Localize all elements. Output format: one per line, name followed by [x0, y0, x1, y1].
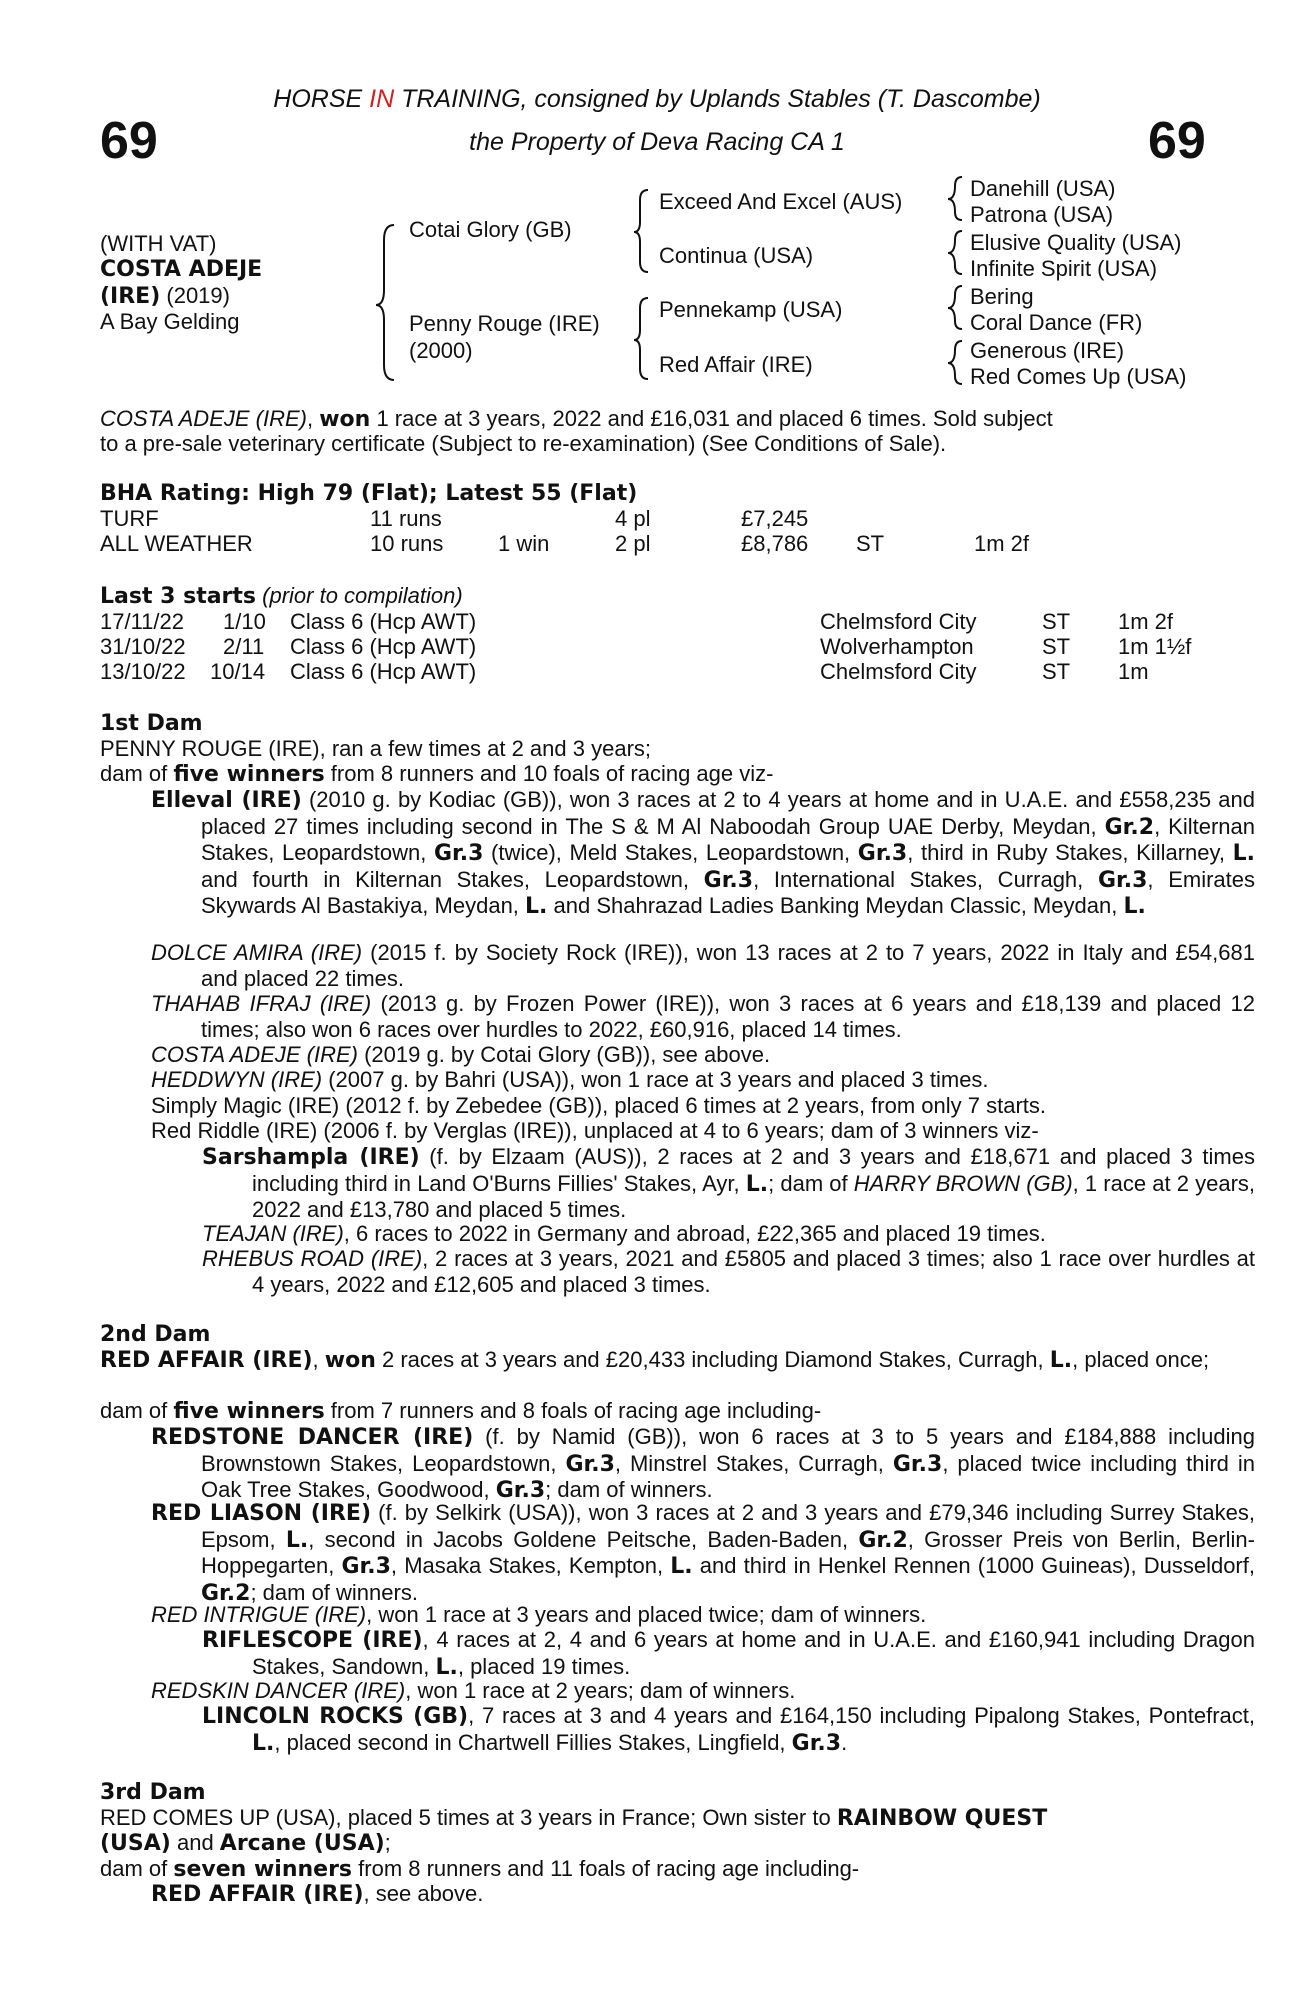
- grade: L.: [1123, 894, 1146, 919]
- rating-going: ST: [856, 531, 885, 556]
- dam1-text: dam of: [100, 761, 174, 786]
- rating-wins: 1 win: [498, 531, 550, 556]
- entry-text: (2010 g. by Kodiac (GB)), won 3 races at 2 to 4 years at home and in U.A.E. and £558,235 and placed 27 times including second in The S & M Al Naboodah Group UAE Derby, Meydan,: [201, 787, 1255, 839]
- grade: L.: [525, 894, 548, 919]
- entry-text: , 6 races to 2022 in Germany and abroad, £22,365 and placed 19 times.: [343, 1221, 1046, 1246]
- start-going: ST: [1042, 609, 1071, 634]
- start-course: Chelmsford City: [820, 659, 977, 684]
- vat-label: (WITH VAT): [100, 231, 217, 256]
- pedigree-dam-year: (2000): [409, 338, 473, 363]
- entry-heddwyn: [151, 1067, 989, 1093]
- dam2-line2: [100, 1398, 821, 1425]
- entry-elleval: [151, 787, 1255, 920]
- entry-name: LINCOLN ROCKS (GB): [202, 1704, 469, 1729]
- entry-text: dam of: [100, 1856, 174, 1881]
- entry-text: ;: [384, 1830, 391, 1855]
- dam3-line3: [100, 1856, 859, 1883]
- entry-text: , third in Ruby Stakes, Killarney,: [907, 840, 1233, 865]
- rating-prize: £7,245: [741, 506, 809, 531]
- rating-dist: 1m 2f: [974, 531, 1030, 556]
- entry-text: and third in Henkel Rennen (1000 Guineas), Dusseldorf,: [692, 1553, 1255, 1578]
- entry-name: Sarshampla (IRE): [202, 1145, 420, 1170]
- pedigree-sss: Danehill (USA): [970, 176, 1116, 201]
- grade: Gr.3: [703, 867, 754, 893]
- lot-number-left: 69: [100, 112, 158, 170]
- consignment-text-2: TRAINING, consigned by Uplands Stables (T. Dascombe): [394, 85, 1041, 113]
- entry-red-intrigue: [151, 1602, 926, 1628]
- entry-name: HEDDWYN (IRE): [151, 1067, 323, 1092]
- pedigree-dam: Penny Rouge (IRE): [409, 311, 600, 336]
- entry-name-2: Arcane (USA): [219, 1831, 385, 1856]
- consignment-text: HORSE: [273, 85, 370, 113]
- summary-line1: COSTA ADEJE (IRE), won 1 race at 3 years, 2022 and £16,031 and placed 6 times. Sold subject: [100, 406, 1053, 432]
- start-date: 17/11/22: [100, 609, 185, 634]
- consignment-in: IN: [369, 85, 395, 113]
- grade: L.: [435, 1654, 458, 1680]
- pedigree-dam-sire: Pennekamp (USA): [659, 297, 843, 322]
- entry-text: , Masaka Stakes, Kempton,: [390, 1553, 671, 1578]
- horse-origin: (IRE): [100, 284, 161, 309]
- dam3-heading: 3rd Dam: [100, 1780, 206, 1805]
- entry-text: , see above.: [363, 1881, 484, 1906]
- entry-red-riddle: Red Riddle (IRE) (2006 f. by Verglas (IRE)), unplaced at 4 to 6 years; dam of 3 winners viz-: [151, 1118, 1039, 1143]
- dam1-five-winners: five winners: [173, 762, 325, 787]
- entry-text: , placed 19 times.: [457, 1653, 631, 1679]
- grade: L.: [745, 1171, 769, 1197]
- entry-text: , placed once;: [1072, 1347, 1210, 1372]
- entry-thahab-ifraj: [151, 991, 1255, 1042]
- entry-name: RAINBOW QUEST: [836, 1806, 1048, 1831]
- entry-redstone-dancer: [151, 1424, 1255, 1504]
- entry-name: RHEBUS ROAD (IRE): [202, 1246, 423, 1271]
- rating-prize: £8,786: [741, 531, 809, 556]
- entry-lincoln-rocks: [202, 1703, 1255, 1756]
- start-date: 31/10/22: [100, 634, 186, 659]
- entry-text: , placed twice including third in Oak Tree Stakes, Goodwood,: [201, 1450, 1256, 1502]
- start-course: Chelmsford City: [820, 609, 977, 634]
- rating-placed: 4 pl: [615, 506, 651, 531]
- summary-text: 1 race at 3 years, 2022 and £16,031 and placed 6 times. Sold subject: [370, 406, 1053, 431]
- entry-text: , placed second in Chartwell Fillies Stakes, Lingfield,: [274, 1729, 792, 1755]
- start-class: Class 6 (Hcp AWT): [290, 659, 477, 684]
- pedigree-dam-dam: Red Affair (IRE): [659, 352, 813, 377]
- entry-red-liason: [151, 1500, 1255, 1606]
- pedigree-dds: Generous (IRE): [970, 338, 1125, 363]
- dam3-line4: [151, 1881, 483, 1908]
- entry-name: REDSTONE DANCER (IRE): [151, 1425, 474, 1450]
- entry-text: .: [841, 1729, 848, 1755]
- entry-text: (2013 g. by Frozen Power (IRE)), won 3 races at 6 years and £18,139 and placed 12 times; also won 6 races over hurdles to 2022, £60,916, placed 14 times.: [201, 991, 1255, 1042]
- entry-text: from 8 runners and 11 foals of racing age including-: [352, 1856, 860, 1881]
- grade: L.: [1049, 1348, 1073, 1373]
- entry-name: REDSKIN DANCER (IRE): [151, 1678, 406, 1703]
- pedigree-ssd: Patrona (USA): [970, 202, 1114, 227]
- bha-rating-title: BHA Rating: High 79 (Flat); Latest 55 (Flat): [100, 481, 638, 506]
- pedigree-dsd: Coral Dance (FR): [970, 310, 1143, 335]
- last3-title: [100, 583, 463, 610]
- last3-heading: Last 3 starts: [100, 584, 257, 609]
- rating-surface: ALL WEATHER: [100, 531, 253, 556]
- dam2-line1: [100, 1347, 1256, 1374]
- entry-text: , 4 races at 2, 4 and 6 years at home and in U.A.E. and £160,941 including Dragon Stakes, Sandown,: [252, 1627, 1255, 1679]
- entry-text: , Grosser Preis von Berlin, Berlin-Hoppegarten,: [201, 1526, 1255, 1578]
- start-class: Class 6 (Hcp AWT): [290, 609, 477, 634]
- rating-placed: 2 pl: [615, 531, 651, 556]
- entry-name: COSTA ADEJE (IRE): [151, 1042, 358, 1067]
- entry-won: won: [324, 1348, 376, 1373]
- entry-redskin-dancer: [151, 1678, 795, 1704]
- grade: Gr.2: [1104, 814, 1155, 840]
- lot-number-right: 69: [1148, 112, 1206, 170]
- entry-name: (USA): [100, 1831, 171, 1856]
- entry-text: , 2 races at 3 years, 2021 and £5805 and placed 3 times; also 1 race over hurdles at 4 years, 2022 and £12,605 and placed 3 times.: [252, 1246, 1255, 1297]
- entry-name: DOLCE AMIRA (IRE): [151, 940, 363, 965]
- entry-text: , Minstrel Stakes, Curragh,: [614, 1450, 893, 1476]
- grade: L.: [670, 1554, 693, 1579]
- entry-text: (2007 g. by Bahri (USA)), won 1 race at 3 years and placed 3 times.: [322, 1067, 989, 1092]
- summary-won: won: [319, 407, 371, 432]
- dam1-line2: [100, 761, 773, 788]
- dam3-line1: [100, 1805, 1205, 1832]
- entry-text: ; dam of winners.: [250, 1579, 418, 1605]
- dam1-text-2: from 8 runners and 10 foals of racing age viz-: [324, 761, 774, 786]
- start-distance: 1m: [1118, 659, 1149, 684]
- start-going: ST: [1042, 659, 1071, 684]
- pedigree-dss: Bering: [970, 284, 1034, 309]
- entry-text: (f. by Selkirk (USA)), won 3 races at 2 and 3 years and £79,346 including Surrey Stakes, Epsom,: [201, 1500, 1255, 1552]
- dam3-seven-winners: seven winners: [173, 1857, 353, 1882]
- entry-text: ; dam of: [768, 1170, 854, 1196]
- entry-sarshampla: [202, 1144, 1255, 1223]
- entry-text: dam of: [100, 1398, 174, 1423]
- grade: Gr.3: [341, 1554, 391, 1579]
- start-distance: 1m 2f: [1118, 609, 1174, 634]
- grade: Gr.3: [565, 1451, 615, 1477]
- pedigree-sire: Cotai Glory (GB): [409, 217, 572, 242]
- last3-note: (prior to compilation): [256, 583, 463, 608]
- grade: Gr.3: [1097, 867, 1148, 893]
- entry-name: RED LIASON (IRE): [151, 1501, 372, 1526]
- pedigree-sire-sire: Exceed And Excel (AUS): [659, 189, 903, 214]
- entry-text: (f. by Elzaam (AUS)), 2 races at 2 and 3 years and £18,671 and placed 3 times including third in Land O'Burns Fillies' Stakes, Ayr,: [252, 1144, 1255, 1196]
- dam2-five-winners: five winners: [173, 1399, 325, 1424]
- grade: L.: [1232, 841, 1255, 866]
- entry-name: THAHAB IFRAJ (IRE): [151, 991, 372, 1016]
- grade: Gr.3: [433, 841, 484, 866]
- entry-text: ,: [312, 1347, 325, 1372]
- start-distance: 1m 1½f: [1118, 634, 1192, 659]
- entry-text: and: [170, 1830, 220, 1855]
- rating-surface: TURF: [100, 506, 159, 531]
- pedigree-sds: Elusive Quality (USA): [970, 230, 1182, 255]
- entry-text: , 7 races at 3 and 4 years and £164,150 including Pipalong Stakes, Pontefract,: [468, 1703, 1255, 1728]
- start-class: Class 6 (Hcp AWT): [290, 634, 477, 659]
- summary-horse: COSTA ADEJE (IRE): [100, 406, 307, 431]
- start-course: Wolverhampton: [820, 634, 974, 659]
- entry-text: and fourth in Kilternan Stakes, Leopardstown,: [201, 866, 704, 892]
- entry-name: RIFLESCOPE (IRE): [202, 1628, 423, 1653]
- entry-teajan: [202, 1221, 1046, 1247]
- entry-text: ; dam of winners.: [545, 1477, 713, 1502]
- grade: L.: [252, 1730, 275, 1756]
- grade: L.: [285, 1527, 309, 1553]
- start-position: 2/11: [223, 634, 265, 659]
- entry-text: (twice), Meld Stakes, Leopardstown,: [483, 840, 858, 865]
- entry-text: , 1 race at 2 years, 2022 and £13,780 and placed 5 times.: [252, 1170, 1256, 1222]
- entry-text: and Shahrazad Ladies Banking Meydan Classic, Meydan,: [547, 893, 1124, 918]
- rating-runs: 11 runs: [370, 506, 442, 531]
- entry-name: TEAJAN (IRE): [202, 1221, 344, 1246]
- entry-text: (2015 f. by Society Rock (IRE)), won 13 races at 2 to 7 years, 2022 in Italy and £54,681 and placed 22 times.: [201, 940, 1255, 991]
- grade: Gr.3: [857, 841, 908, 866]
- entry-text: , International Stakes, Curragh,: [753, 866, 1098, 892]
- entry-text: (2019 g. by Cotai Glory (GB)), see above.: [357, 1042, 771, 1067]
- entry-text: (f. by Namid (GB)), won 6 races at 3 to 5 years and £184,888 including Brownstown Stakes, Leopardstown,: [201, 1424, 1255, 1476]
- start-going: ST: [1042, 634, 1071, 659]
- entry-text: RED COMES UP (USA), placed 5 times at 3 years in France; Own sister to: [100, 1805, 837, 1830]
- grade: Gr.2: [858, 1527, 908, 1553]
- entry-costa-adeje: [151, 1042, 770, 1068]
- entry-text: from 7 runners and 8 foals of racing age including-: [324, 1398, 822, 1423]
- start-position: 1/10: [223, 609, 266, 634]
- entry-rhebus-road: [202, 1246, 1255, 1297]
- grade: Gr.3: [892, 1451, 943, 1477]
- entry-text: , won 1 race at 3 years and placed twice; dam of winners.: [366, 1602, 927, 1627]
- summary-line2: to a pre-sale veterinary certificate (Subject to re-examination) (See Conditions of Sale).: [100, 431, 947, 456]
- pedigree-sire-dam: Continua (USA): [659, 243, 814, 268]
- entry-text: , Kilternan Stakes, Leopardstown,: [201, 813, 1255, 865]
- entry-name: Elleval (IRE): [151, 788, 302, 813]
- entry-dolce-amira: [151, 940, 1255, 991]
- grade: Gr.2: [201, 1580, 251, 1606]
- entry-simply-magic: Simply Magic (IRE) (2012 f. by Zebedee (GB)), placed 6 times at 2 years, from only 7 starts.: [151, 1093, 1046, 1118]
- start-position: 10/14: [210, 659, 266, 684]
- entry-name: RED AFFAIR (IRE): [100, 1348, 313, 1373]
- pedigree-ddd: Red Comes Up (USA): [970, 364, 1187, 389]
- dam2-heading: 2nd Dam: [100, 1322, 211, 1347]
- grade: Gr.3: [791, 1730, 842, 1756]
- start-date: 13/10/22: [100, 659, 186, 684]
- horse-description: A Bay Gelding: [100, 309, 240, 334]
- entry-text: , Emirates Skywards Al Bastakiya, Meydan,: [201, 866, 1255, 918]
- pedigree-sdd: Infinite Spirit (USA): [970, 256, 1158, 281]
- grade: Gr.3: [495, 1478, 546, 1503]
- entry-riflescope: [202, 1627, 1255, 1680]
- entry-text: 2 races at 3 years and £20,433 including Diamond Stakes, Curragh,: [375, 1347, 1050, 1372]
- property-line: the Property of Deva Racing CA 1: [469, 128, 845, 156]
- horse-name: COSTA ADEJE: [100, 257, 263, 282]
- dam3-line2: [100, 1830, 391, 1857]
- entry-text: , won 1 race at 2 years; dam of winners.: [405, 1678, 796, 1703]
- rating-runs: 10 runs: [370, 531, 444, 556]
- entry-text: , second in Jacobs Goldene Peitsche, Baden-Baden,: [308, 1526, 859, 1552]
- dam1-heading: 1st Dam: [100, 711, 203, 736]
- entry-name: RED INTRIGUE (IRE): [151, 1602, 367, 1627]
- entry-name: RED AFFAIR (IRE): [151, 1882, 364, 1907]
- entry-name-2: HARRY BROWN (GB): [853, 1170, 1073, 1196]
- dam1-line1: PENNY ROUGE (IRE), ran a few times at 2 and 3 years;: [100, 736, 652, 761]
- horse-year: (2019): [160, 283, 230, 308]
